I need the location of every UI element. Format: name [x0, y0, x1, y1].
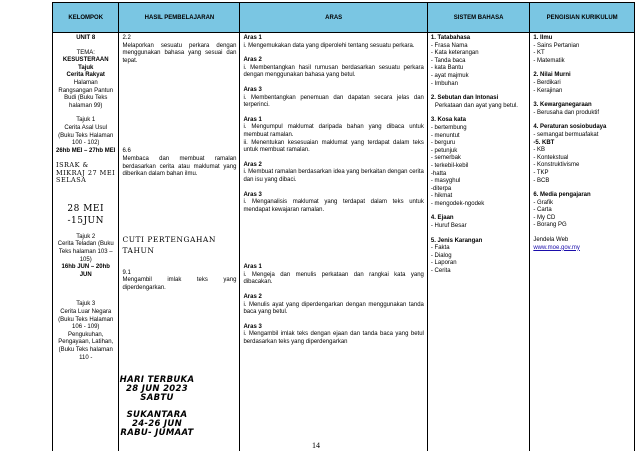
- sistem-5-title: 5. Jenis Karangan: [430, 237, 483, 244]
- date-handwritten: 28 MEI -15JUN: [67, 203, 105, 226]
- pengisian-2-items: - Berdikari - Kerajinan: [533, 79, 563, 94]
- tajuk2-date: 16hb JUN – 20hb JUN: [61, 264, 110, 278]
- sistem-4-items: - Huruf Besar: [430, 223, 467, 230]
- sistem-5-items: - Fakta - Dialog - Laporan - Cerita: [430, 245, 457, 275]
- hasil-3-code: 9.1: [122, 269, 131, 276]
- tajuk2-label: Tajuk 2: [76, 233, 96, 240]
- sistem-1-title: 1. Tatabahasa: [430, 35, 471, 41]
- tajuk2-desc: Cerita Teladan (Buku Teks halaman 103 – 105): [57, 241, 114, 263]
- aras-b2-title: Aras 2: [243, 161, 262, 168]
- pengisian-3-items: - Berusaha dan produktif: [533, 109, 600, 116]
- aras-c2-title: Aras 2: [243, 294, 262, 301]
- header-pengisian: PENGISIAN KURIKULUM: [530, 3, 635, 33]
- page-number: 14: [312, 441, 320, 450]
- tajuk3-label: Tajuk 3: [76, 301, 96, 308]
- aras-c1-text: i. Mengeja dan menulis perkataan dan rangkai kata yang dibacakan.: [243, 271, 424, 286]
- tajuk3-desc: Cerita Luar Negara (Buku Teks Halaman 106 - 109) Pengukuhan, Pengayaan, Latihan, (Buku Teks halaman 110 -: [58, 308, 114, 361]
- sistem-4-title: 4. Ejaan: [430, 215, 454, 222]
- hasil-2-text: Membaca dan membuat ramalan berdasarkan cerita atau maklumat yang diberikan dalam bahan ilmu.: [122, 155, 237, 178]
- header-kelompok: KELOMPOK: [53, 3, 119, 33]
- tajuk1-date: 26hb MEI – 27hb MEI: [56, 147, 116, 154]
- tema-label: TEMA:: [76, 49, 95, 56]
- pengisian-1-title: 1. Ilmu: [533, 35, 553, 41]
- tajuk-value: Cerita Rakyat: [66, 72, 105, 79]
- hasil-1-code: 2.2: [122, 35, 131, 41]
- pengisian-1-items: - Sains Pertanian - KT - Matematik: [533, 42, 580, 64]
- tajuk1-label: Tajuk 1: [76, 117, 96, 124]
- stamp-line5: 24-26 JUN: [131, 419, 183, 429]
- sistem-2-items: Perkataan dan ayat yang betul.: [434, 102, 518, 109]
- stamp-line1: HARI TERBUKA: [119, 375, 195, 385]
- stamp-line3: SABTU: [140, 393, 174, 403]
- stamp-line4: SUKANTARA: [126, 410, 188, 420]
- halaman-text: Halaman Rangsangan Pantun Budi (Buku Teks halaman 99): [58, 79, 114, 109]
- pengisian-2-title: 2. Nilai Murni: [533, 72, 571, 79]
- tema-value: KESUSTERAAN: [62, 57, 109, 64]
- header-row: [53, 3, 635, 33]
- stamp-line2: 28 JUN 2023: [126, 384, 188, 394]
- jendela-web-label: Jendela Web: [533, 237, 569, 244]
- header-hasil: HASIL PEMBELAJARAN: [119, 3, 240, 33]
- unit-label: UNIT 8: [76, 35, 96, 41]
- aras-b3-title: Aras 3: [243, 191, 262, 198]
- aras-b2-text: i. Membuat ramalan berdasarkan idea yang berkaitan dengan cerita dan isu yang dibaci.: [243, 169, 424, 183]
- aras-c3-text: i. Mengambil imlak teks dengan ejaan dan tanda baca yang betul berdasarkan teks yang diperdengarkan: [243, 331, 424, 346]
- header-aras: ARAS: [240, 3, 427, 33]
- israk-note: ISRAK & MIKRAJ 27 MEI SELASA: [56, 161, 116, 185]
- pengisian-4-title: 4. Peraturan sosiobudaya: [533, 124, 607, 131]
- pengisian-5-items: - KB - Kontekstual - Konstruktivisme - TKP - BCB: [533, 147, 580, 184]
- hasil-3-text: Mengambil imlak teks yang diperdengarkan.: [122, 277, 237, 291]
- pengisian-3-title: 3. Kewarganegaraan: [533, 102, 592, 109]
- aras-b1-text1: i. Mengumpul maklumat daripada bahan yang dibaca untuk membuat ramalan.: [243, 124, 424, 138]
- aras-c3-title: Aras 3: [243, 323, 262, 330]
- hasil-1-text: Melaporkan sesuatu perkara dengan menggunakan bahasa yang sesuai dan tepat.: [122, 42, 237, 64]
- aras-b1-title: Aras 1: [243, 116, 262, 123]
- aras-a1-text: i. Mengemukakan data yang diperolehi tentang sesuatu perkara.: [243, 42, 415, 49]
- aras-a2-title: Aras 2: [243, 57, 262, 64]
- pengisian-cell: [530, 33, 635, 451]
- hasil-2-code: 6.6: [122, 148, 131, 155]
- aras-a3-title: Aras 3: [243, 86, 262, 93]
- sistem-1-items: - Frasa Nama - Kata keterangan - Tanda baca - kata Bantu - ayat majmuk - Imbuhan: [430, 42, 479, 87]
- pengisian-4-items: - semangat bermuafakat: [533, 131, 599, 138]
- cuti-handwritten: CUTI PERTENGAHAN TAHUN: [122, 234, 216, 255]
- sistem-2-title: 2. Sebutan dan Intonasi: [430, 95, 499, 102]
- aras-b1-text2: ii. Menentukan kesesuaian maklumat yang terdapat dalam teks untuk membuat ramalan.: [243, 139, 424, 154]
- aras-a1-title: Aras 1: [243, 35, 262, 41]
- aras-a2-text: i. Membentangkan hasil rumusan berdasarkan sesuatu perkara dengan menggunakan bahasa yang betul.: [243, 64, 424, 79]
- sistem-3-items: - bertembung - menuntut - berguru - petunjuk - semerbak - terkebil-kebil -hatta - masyghul -diterpa - hikmat - mengodek-ngodek: [430, 124, 485, 207]
- tajuk-label: Tajuk: [78, 64, 94, 71]
- sistem-3-title: 3. Kosa kata: [430, 117, 466, 124]
- moe-link[interactable]: www.moe.gov.my: [533, 244, 580, 251]
- aras-c1-title: Aras 1: [243, 264, 262, 271]
- aras-a3-text: i. Membentangkan penemuan dan dapatan secara jelas dan terperinci.: [243, 94, 424, 109]
- pengisian-5-title: -5. KBT: [533, 139, 555, 146]
- aras-cell: [240, 33, 427, 451]
- tajuk1-desc: Cerita Asal Usul (Buku Teks Halaman 100 - 102): [58, 124, 114, 147]
- sistem-cell: [427, 33, 529, 451]
- header-sistem: SISTEM BAHASA: [427, 3, 529, 33]
- aras-b3-text: i. Menganalisis maklumat yang terdapat dalam teks untuk mendapat kewajaran ramalan.: [243, 199, 424, 213]
- stamp-line6: RABU- JUMAAT: [120, 428, 194, 438]
- pengisian-6-items: - Grafik - Carta - My CD - Borang PG: [533, 199, 567, 229]
- pengisian-6-title: 6. Media pengajaran: [533, 192, 591, 199]
- aras-c2-text: i. Menulis ayat yang diperdengarkan dengan menggunakan tanda baca yang betul.: [243, 301, 424, 316]
- hari-terbuka-note: [108, 376, 206, 438]
